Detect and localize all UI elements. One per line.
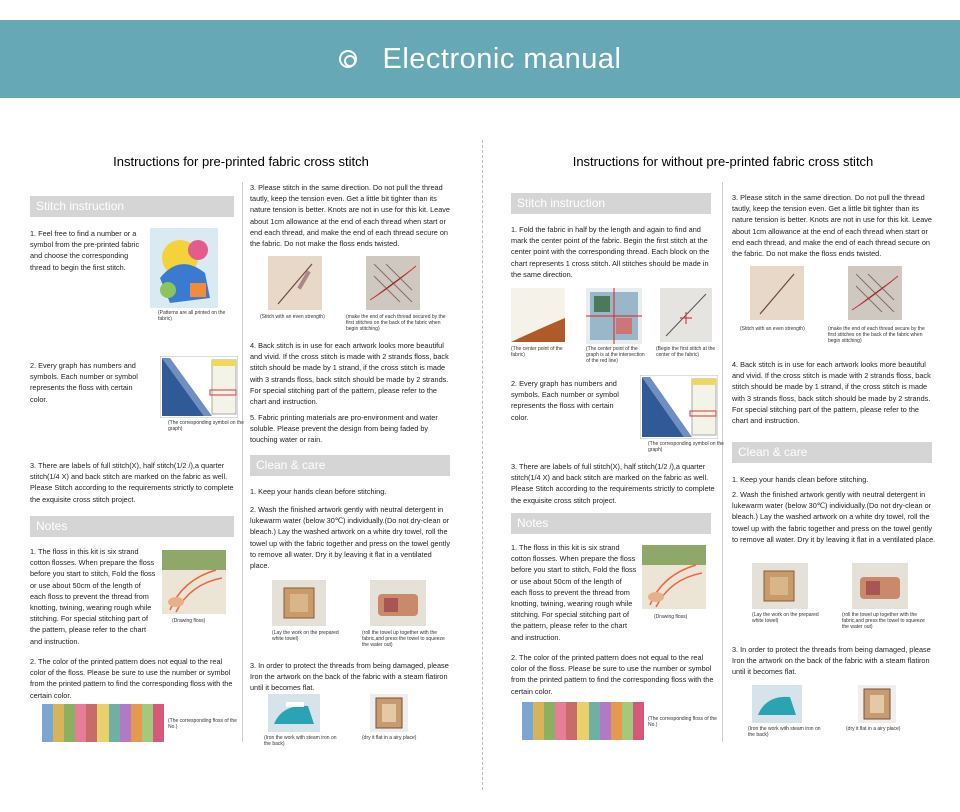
dry-flat-image-right — [858, 685, 896, 723]
right-cap-lay: (Lay the work on the prepared white towel) — [752, 612, 819, 624]
lay-towel-image — [272, 580, 326, 626]
right-stitch-p2: 2. Every graph has numbers and symbols. Each number or symbol represents the floss with certain color. — [511, 379, 619, 422]
left-clean-c2: 2. Wash the finished artwork gently with neutral detergent in lukewarm water (below 30℃) individually.(Do not dry-clean or bleach.) Lay the washed artwork on a white dry towel, roll the towel up with the fabric together and press on the towel gently to remove all water. Dry it by leaving it flat in a ventilated place. — [250, 505, 450, 571]
even-stitch-image — [268, 256, 322, 310]
left-cap-iron: (Iron the work with steam iron on the back) — [264, 735, 337, 747]
secure-thread-image — [366, 256, 420, 310]
double-circle-icon — [339, 50, 357, 68]
right-cap-begin: (Begin the first stitch at the center of the fabric) — [656, 346, 716, 358]
left-cap-draw: (Drawing floss) — [172, 618, 206, 624]
right-cap-center: (The center point of the fabric) — [511, 346, 563, 358]
right-cap-draw: (Drawing floss) — [654, 614, 688, 620]
drawing-floss-image-right — [642, 545, 706, 609]
left-cap-lay: (Lay the work on the prepared white towel) — [272, 630, 339, 642]
pre-printed-fabric-image — [150, 228, 218, 308]
left-stitch-p3: 3. There are labels of full stitch(X), half stitch(1/2 /),a quarter stitch(1/4 X) and back stitch are marked on the fabric as well. Please Stitch according to the requirements strictly to complete the exquisite cross stitch project. — [30, 461, 234, 504]
right-clean-c3: 3. In order to protect the threads from being damaged, please Iron the artwork on the back of the fabric with a steam flatiron until it becomes flat. — [732, 645, 931, 677]
right-stitch-p3: 3. There are labels of full stitch(X), half stitch(1/2 /),a quarter stitch(1/4 X) and back stitch are marked on the fabric as well. Please Stitch according to the requirements strictly to complete the exquisite cross stitch project. — [511, 462, 715, 505]
right-p4: 3. Please stitch in the same direction. Do not pull the thread tautly, keep the tension even. Get a little bit tighter than its nature tension is better. Knots are not in use for this kit. Leave about 1cm allowance at the end of each thread when start or end each thread, and make the end of each thread secure on the fabric. Do not make the floss ends twisted. — [732, 193, 932, 259]
left-notes-n1: 1. The floss in this kit is six strand cotton flosses. When prepare the floss before you start to stitch, Fold the floss or use about 50cm of the length of each floss to prevent the thread from knotting, twining, wearing rough while stitching. For special stitching part of the pattern, please refer to the chart and instruction. — [30, 547, 156, 646]
left-notes-heading: Notes — [30, 516, 234, 537]
right-cap-iron: (Iron the work with steam iron on the back) — [748, 726, 821, 738]
left-cap-secure: (make the end of each thread secured by the first stitches on the back of the fabric when begin stitching) — [346, 314, 446, 332]
right-column-rule — [722, 182, 723, 742]
dry-flat-image — [370, 694, 408, 732]
left-clean-heading: Clean & care — [250, 455, 450, 476]
page-title: Electronic manual — [382, 42, 622, 75]
right-stitch-heading: Stitch instruction — [511, 193, 711, 214]
roll-towel-image-right — [852, 563, 908, 609]
floss-swatch-strip-right — [522, 702, 644, 740]
right-cap-floss: (The corresponding floss of the No.) — [648, 716, 717, 728]
secure-thread-image-right — [848, 266, 902, 320]
left-cap-even: (Stitch with an even strength) — [260, 314, 325, 320]
iron-image — [268, 694, 320, 732]
lay-towel-image-right — [752, 563, 808, 609]
right-notes-n2: 2. The color of the printed pattern does not equal to the real color of the floss. Please be sure to use the number or symbol from the printed pattern to find the corresponding floss with the certain color. — [511, 653, 714, 696]
right-clean-c1: 1. Keep your hands clean before stitching. — [732, 475, 869, 484]
left-stitch-heading: Stitch instruction — [30, 196, 234, 217]
column-divider — [482, 140, 483, 790]
floss-swatch-strip — [42, 704, 164, 742]
left-p4: 3. Please stitch in the same direction. Do not pull the thread tautly, keep the tension even. Get a little bit tighter than its nature tension is better. Knots are not in use for this kit. Leave about 1cm allowance at the end of each thread when start or end each thread, and make the end of each thread secure on the fabric. Do not make the floss ends twisted. — [250, 183, 450, 249]
begin-stitch-image — [660, 288, 712, 342]
left-cap-dry: (dry it flat in a airy place) — [362, 735, 417, 741]
symbol-chart-image — [160, 356, 238, 418]
left-stitch-p2: 2. Every graph has numbers and symbols. Each number or symbol represents the floss with certain color. — [30, 361, 138, 404]
right-clean-c2: 2. Wash the finished artwork gently with neutral detergent in lukewarm water (below 30℃) individually.(Do not dry-clean or bleach.) Lay the washed artwork on a white dry towel, roll the towel up with the fabric together and press on the towel gently to remove all water. Dry it by leaving it flat in a ventilated place. — [732, 490, 936, 544]
drawing-floss-image — [162, 550, 226, 614]
right-cap-secure: (make the end of each thread secure by the first stitches on the back of the fabric when begin stitching) — [828, 326, 925, 344]
left-column-rule — [242, 182, 243, 742]
center-graph-image — [586, 288, 642, 344]
roll-towel-image — [370, 580, 426, 626]
iron-image-right — [752, 685, 802, 723]
left-p5: 4. Back stitch is in use for each artwork looks more beautiful and vivid. If the cross stitch is made with 2 strands floss, back stitch should be made by 1 strand, if the cross stitch is made with 3 strands floss, back stitch should be made by 2 strands. For special stitching part of the pattern, please refer to the chart and instruction. — [250, 341, 449, 407]
right-cap2: (The corresponding symbol on the graph) — [648, 441, 724, 453]
left-title: Instructions for pre-printed fabric cross stitch — [113, 154, 369, 169]
right-cap-graph: (The center point of the graph is at the intersection of the red line) — [586, 346, 645, 364]
right-cap-even: (Stitch with an even strength) — [740, 326, 805, 332]
right-notes-n1: 1. The floss in this kit is six strand cotton flosses. When prepare the floss before you start to stitch, Fold the floss or use about 50cm of the length of each floss to prevent the thread from knotting, twining, wearing rough while stitching. For special stitching part of the pattern, please refer to the chart and instruction. — [511, 543, 637, 642]
right-notes-heading: Notes — [511, 513, 711, 534]
left-stitch-p1: 1. Feel free to find a number or a symbol from the pre-printed fabric and choose the corresponding thread to begin the first stitch. — [30, 229, 140, 272]
left-clean-c1: 1. Keep your hands clean before stitching. — [250, 487, 387, 496]
right-cap-dry: (dry it flat in a airy place) — [846, 726, 901, 732]
center-fabric-image — [511, 288, 565, 342]
left-cap-roll: (roll the towel up together with the fabric,and press the towel to squeeze the water out) — [362, 630, 445, 648]
left-cap2: (The corresponding symbol on the graph) — [168, 420, 244, 432]
left-cap-floss: (The corresponding floss of the No.) — [168, 718, 237, 730]
left-cap1: (Patterns are all printed on the fabric) — [158, 310, 226, 322]
right-p5: 4. Back stitch is in use for each artwork looks more beautiful and vivid. If the cross stitch is made with 2 strands floss, back stitch should be made by 1 strand, if the cross stitch is made with 3 strands floss, back stitch should be made by 2 strands. For special stitching part of the pattern, please refer to the chart and instruction. — [732, 360, 931, 426]
even-stitch-image-right — [750, 266, 804, 320]
right-stitch-p1: 1. Fold the fabric in half by the length and again to find and mark the center point of the fabric. Begin the first stitch at the center point with the corresponding thread. Each block on the chart represents 1 cross stitch. All stitches should be made in the same direction. — [511, 225, 710, 279]
right-cap-roll: (roll the towel up together with the fabric,and press the towel to squeeze the water out) — [842, 612, 925, 630]
header-banner — [0, 20, 960, 98]
left-notes-n2: 2. The color of the printed pattern does not equal to the real color of the floss. Please be sure to use the number or symbol from the printed pattern to find the corresponding floss with the certain color. — [30, 657, 233, 700]
left-clean-c3: 3. In order to protect the threads from being damaged, please Iron the artwork on the back of the fabric with a steam flatiron until it becomes flat. — [250, 661, 449, 693]
right-title: Instructions for without pre-printed fabric cross stitch — [572, 154, 874, 169]
left-p6: 5. Fabric printing materials are pro-environment and water soluble. Please prevent the design from being faded by touching water or rain. — [250, 413, 438, 445]
right-clean-heading: Clean & care — [732, 442, 932, 463]
symbol-chart-image-right — [640, 375, 718, 439]
